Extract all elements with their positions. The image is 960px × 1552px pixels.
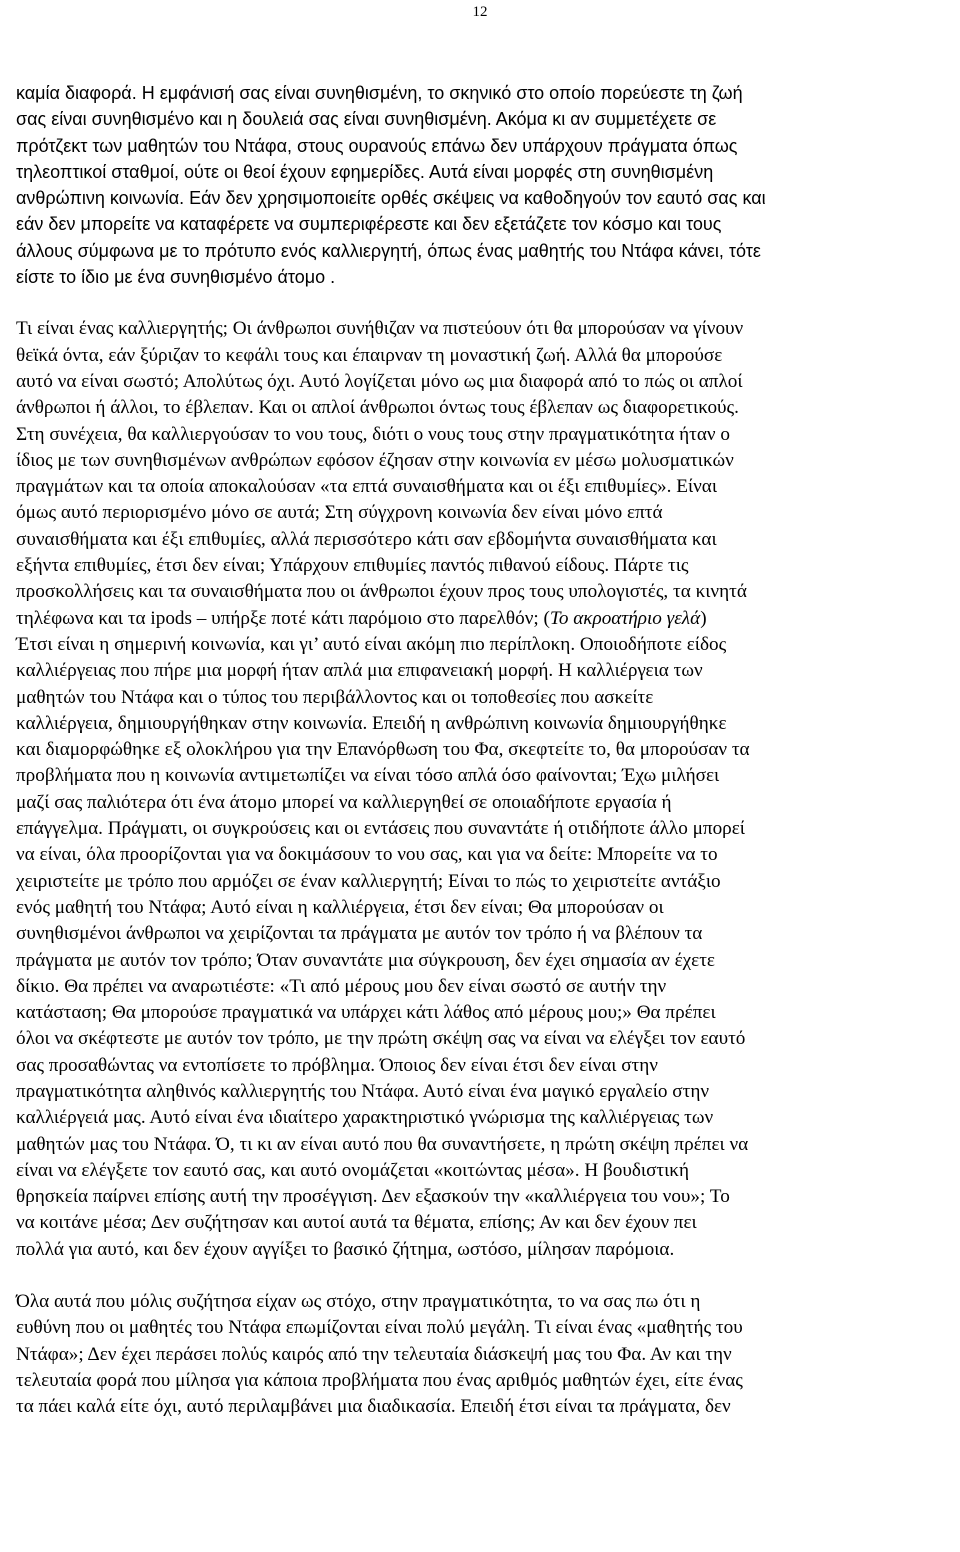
text-line: μαζί σας παλιότερα ότι ένα άτομο μπορεί να καλλιεργηθεί σε οποιαδήποτε εργασία ή <box>16 791 672 813</box>
text-line: άλλους σύμφωνα με το πρότυπο ενός καλλιεργητή, όπως ένας μαθητής του Ντάφα κάνει, τότε <box>16 240 761 261</box>
text-line: κατάσταση; Θα μπορούσε πραγματικά να υπάρχει κάτι λάθος από μέρους μου;» Θα πρέπει <box>16 1002 716 1024</box>
text-line: πολλά για αυτό, και δεν έχουν αγγίξει το βασικό ζήτημα, ωστόσο, μίλησαν παρόμοια. <box>16 1238 675 1260</box>
text-line: καλλιέργειας που πήρε μια μορφή ήταν απλά μια επιφανειακή μορφή. Η καλλιέργεια των <box>16 660 703 682</box>
text-line: πραγμάτων και τα οποία αποκαλούσαν «τα επτά συναισθήματα και οι έξι επιθυμίες». Είναι <box>16 476 718 498</box>
text-line: προσκολλήσεις και τα συναισθήματα που οι άνθρωποι έχουν προς τους υπολογιστές, τα κινητά <box>16 581 747 603</box>
document-body <box>16 80 944 1421</box>
text-line: Τι είναι ένας καλλιεργητής; Οι άνθρωποι συνήθιζαν να πιστεύουν ότι θα μπορούσαν να γίνουν <box>16 318 744 340</box>
text-line: Στη συνέχεια, θα καλλιεργούσαν το νου τους, διότι ο νους τους στην πραγματικότητα ήταν ο <box>16 423 730 445</box>
paragraph-1 <box>16 80 944 290</box>
text-line: προβλήματα που η κοινωνία αντιμετωπίζει να είναι τόσο απλά όσο φαίνονται; Έχω μιλήσει <box>16 765 720 787</box>
text-line: να κοιτάνε μέσα; Δεν συζήτησαν και αυτοί αυτά τα θέματα, επίσης; Αν και δεν έχουν πει <box>16 1212 697 1234</box>
text-line: ανθρώπινη κοινωνία. Εάν δεν χρησιμοποιείτε ορθές σκέψεις να καθοδηγούν τον εαυτό σας και <box>16 188 766 209</box>
text-line-with-italic <box>16 606 944 632</box>
text-line: ίδιος με των συνηθισμένων ανθρώπων εφόσον έζησαν στην κοινωνία εν μέσω μολυσματικών <box>16 449 734 471</box>
text-line: σας προσαθώντας να εντοπίσετε το πρόβλημα. Όποιος δεν είναι έτσι δεν είναι στην <box>16 1054 658 1076</box>
paragraph-gap <box>16 290 944 316</box>
line-suffix: ) <box>700 607 707 629</box>
text-line: και διαμορφώθηκε εξ ολοκλήρου για την Επανόρθωση του Φα, σκεφτείτε το, θα μπορούσαν τα <box>16 739 750 761</box>
text-line: άνθρωποι ή άλλοι, το έβλεπαν. Και οι απλοί άνθρωποι όντως τους έβλεπαν ως διαφορετικούς. <box>16 397 739 419</box>
text-line: τελευταία φορά που μίλησα για κάποια προβλήματα που ένας αριθμός μαθητών έχει, είτε ένας <box>16 1369 743 1391</box>
paragraph-3 <box>16 1289 944 1420</box>
text-line: καλλιέργεια, δημιουργήθηκαν στην κοινωνία. Επειδή η ανθρώπινη κοινωνία δημιουργήθηκε <box>16 712 727 734</box>
text-line: αυτό να είναι σωστό; Απολύτως όχι. Αυτό λογίζεται μόνο ως μια διαφορά από το πώς οι απλοί <box>16 370 743 392</box>
text-line: μαθητών του Ντάφα και ο τύπος του περιβάλλοντος και οι τοποθεσίες που ασκείτε <box>16 686 654 708</box>
text-line: συναισθήματα και έξι επιθυμίες, αλλά περισσότερο κάτι σαν εβδομήντα συναισθήματα και <box>16 528 717 550</box>
paragraph-2 <box>16 316 944 1263</box>
text-line: όλοι να σκέφτεστε με αυτόν τον τρόπο, με την πρώτη σκέψη σας να είναι να ελέγξει τον εαυτό <box>16 1028 746 1050</box>
text-line: ενός μαθητή του Ντάφα; Αυτό είναι η καλλιέργεια, έτσι δεν είναι; Θα μπορούσαν οι <box>16 896 664 918</box>
text-line: πρότζεκτ των μαθητών του Ντάφα, στους ουρανούς επάνω δεν υπάρχουν πράγματα όπως <box>16 135 738 156</box>
text-line: πραγματικότητα αληθινός καλλιεργητής του Ντάφα. Αυτό είναι ένα μαγικό εργαλείο στην <box>16 1080 710 1102</box>
text-line: εξήντα επιθυμίες, έτσι δεν είναι; Υπάρχουν επιθυμίες παντός πιθανού είδους. Πάρτε τις <box>16 555 689 577</box>
text-line: καλλιέργειά μας. Αυτό είναι ένα ιδιαίτερο χαρακτηριστικό γνώρισμα της καλλιέργειας των <box>16 1107 714 1129</box>
text-line: χειριστείτε με τρόπο που αρμόζει σε έναν καλλιεργητή; Είναι το πώς το χειριστείτε αντάξιο <box>16 870 721 892</box>
page-number: 12 <box>472 4 488 20</box>
text-line: πράγματα με αυτόν τον τρόπο; Όταν συναντάτε μια σύγκρουση, δεν έχει σημασία αν έχετε <box>16 949 715 971</box>
text-line: θεϊκά όντα, εάν ξύριζαν το κεφάλι τους και έπαιρναν τη μοναστική ζωή. Αλλά θα μπορούσε <box>16 344 723 366</box>
text-line: Όλα αυτά που μόλις συζήτησα είχαν ως στόχο, στην πραγματικότητα, το να σας πω ότι η <box>16 1291 701 1313</box>
text-line: να είναι, όλα προορίζονται για να δοκιμάσουν το νου σας, και για να δείτε: Μπορείτε να το <box>16 844 718 866</box>
text-line: Έτσι είναι η σημερινή κοινωνία, και γι’ αυτό είναι ακόμη πιο περίπλοκη. Οποιοδήποτε είδος <box>16 633 727 655</box>
text-line: ευθύνη που οι μαθητές του Ντάφα επωμίζονται είναι πολύ μεγάλη. Τι είναι ένας «μαθητής του <box>16 1317 743 1339</box>
text-line: σας είναι συνηθισμένο και η δουλειά σας είναι συνηθισμένη. Ακόμα κι αν συμμετέχετε σε <box>16 109 717 130</box>
paragraph-gap <box>16 1263 944 1289</box>
text-line: όμως αυτό περιορισμένο μόνο σε αυτά; Στη σύγχρονη κοινωνία δεν είναι μόνο επτά <box>16 502 663 524</box>
text-line: καμία διαφορά. Η εμφάνισή σας είναι συνηθισμένη, το σκηνικό στο οποίο πορεύεστε τη ζωή <box>16 83 743 103</box>
text-line: μαθητών μας του Ντάφα. Ό, τι κι αν είναι αυτό που θα συναντήσετε, η πρώτη σκέψη πρέπει να <box>16 1133 749 1155</box>
text-line: συνηθισμένοι άνθρωποι να χειρίζονται τα πράγματα με αυτόν τον τρόπο ή να βλέπουν τα <box>16 923 703 945</box>
text-line: δίκιο. Θα πρέπει να αναρωτιέστε: «Τι από μέρους μου δεν είναι σωστό σε αυτήν την <box>16 975 667 997</box>
text-line: είστε το ίδιο με ένα συνηθισμένο άτομο . <box>16 267 336 288</box>
text-line: τα πάει καλά είτε όχι, αυτό περιλαμβάνει μια διαδικασία. Επειδή έτσι είναι τα πράγματα, δεν <box>16 1396 731 1418</box>
text-line: επάγγελμα. Πράγματι, οι συγκρούσεις και οι εντάσεις που συναντάτε ή οτιδήποτε άλλο μπορεί <box>16 818 745 840</box>
text-line: Ντάφα»; Δεν έχει περάσει πολύς καιρός από την τελευταία διάσκεψή μας του Φα. Αν και την <box>16 1343 732 1365</box>
audience-reaction: Το ακροατήριο γελά <box>549 607 701 629</box>
text-line: εάν δεν μπορείτε να καταφέρετε να συμπεριφέρεστε και δεν εξετάζετε τον κόσμο και τους <box>16 214 722 235</box>
text-line: τηλεοπτικοί σταθμοί, ούτε οι θεοί έχουν εφημερίδες. Αυτά είναι μορφές στη συνηθισμένη <box>16 161 714 182</box>
text-line: θρησκεία παίρνει επίσης αυτή την προσέγγιση. Δεν εξασκούν την «καλλιέργεια του νου»; Το <box>16 1186 730 1208</box>
text-line: είναι να ελέγξετε τον εαυτό σας, και αυτό ονομάζεται «κοιτώντας μέσα». Η βουδιστική <box>16 1159 690 1181</box>
line-prefix: τηλέφωνα και τα ipods – υπήρξε ποτέ κάτι παρόμοιο στο παρελθόν; ( <box>16 607 550 629</box>
